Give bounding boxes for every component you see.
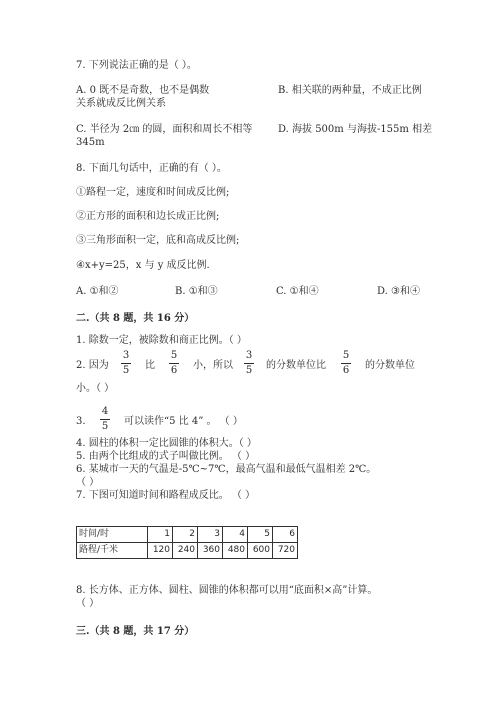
s2-q1: 1. 除数一定，被除数和商正比例。（ ）	[76, 335, 247, 346]
q8-option-b: B. ①和③	[175, 286, 218, 297]
table-cell: 2	[173, 527, 198, 543]
q7-stem: 7. 下列说法正确的是（ ）。	[76, 60, 197, 71]
fraction-4-5: 4 5	[101, 406, 109, 432]
q8-option-c: C. ①和④	[276, 286, 319, 297]
table-cell: 3	[198, 527, 223, 543]
fraction-3-5-a: 3 5	[122, 350, 130, 376]
s2-q2-part-c: 小，所以	[193, 360, 233, 371]
table-cell: 5	[248, 527, 273, 543]
table-cell: 6	[273, 527, 298, 543]
q7-option-a: A. 0 既不是奇数，也不是偶数	[76, 85, 210, 96]
table-row	[77, 543, 298, 559]
fraction-3-5-b: 3 5	[245, 350, 253, 376]
q7-option-d: D. 海拔 500m 与海拔-155m 相差	[278, 124, 433, 135]
s2-q2-part-f: 小。（ ）	[76, 383, 115, 394]
s2-q8: 8. 长方体、正方体、圆柱、圆锥的体积都可以用“底面积×高”计算。	[76, 585, 378, 596]
q7-option-c: C. 半径为 2㎝ 的圆，面积和周长不相等	[76, 124, 253, 135]
s2-q2-part-b: 比	[145, 360, 155, 371]
table-row	[77, 527, 298, 543]
fraction-5-6-b: 5 6	[342, 350, 350, 376]
table-cell: 4	[223, 527, 248, 543]
table-cell: 1	[148, 527, 173, 543]
q8-option-d: D. ③和④	[377, 286, 420, 297]
q8-statement-1: ①路程一定，速度和时间成反比例;	[76, 187, 230, 198]
section-3-title: 三.（共 8 题，共 17 分）	[76, 626, 195, 637]
s2-q6-answer: （ ）	[76, 477, 100, 488]
s2-q2-part-d: 的分数单位比	[266, 360, 326, 371]
q8-option-a: A. ①和②	[76, 286, 119, 297]
q8-stem: 8. 下面几句话中，正确的有（ ）。	[76, 163, 227, 174]
q7-option-b-cont: 关系就成反比例关系	[76, 98, 166, 109]
table-cell: 600	[248, 543, 273, 559]
table-cell: 120	[148, 543, 173, 559]
s2-q7: 7. 下图可知道时间和路程成反比。 （ ）	[76, 490, 256, 501]
table-header-cell: 路程/千米	[77, 543, 148, 559]
s2-q5: 5. 由两个比组成的式子叫做比例。 （ ）	[76, 451, 256, 462]
s2-q4: 4. 圆柱的体积一定比圆锥的体积大。（ ）	[76, 438, 257, 449]
s2-q8-answer: （ ）	[76, 598, 100, 609]
table-header-cell: 时间/时	[77, 527, 148, 543]
s2-q3-text: 可以读作“5 比 4” 。 （ ）	[124, 416, 243, 427]
table-cell: 240	[173, 543, 198, 559]
q7-option-b: B. 相关联的两种量，不成正比例	[278, 85, 422, 96]
s2-q3-number: 3.	[76, 416, 86, 427]
q7-option-d-cont: 345m	[76, 137, 105, 148]
q8-statement-2: ②正方形的面积和边长成正比例;	[76, 211, 220, 222]
fraction-5-6-a: 5 6	[170, 350, 178, 376]
s2-q2-part-a: 2. 因为	[76, 360, 109, 371]
s2-q2-part-e: 的分数单位	[365, 360, 415, 371]
q8-statement-3: ③三角形面积一定，底和高成反比例;	[76, 235, 240, 246]
table-cell: 480	[223, 543, 248, 559]
table-cell: 360	[198, 543, 223, 559]
table-cell: 720	[273, 543, 298, 559]
s2-q6: 6. 某城市一天的气温是-5℃~7℃，最高气温和最低气温相差 2℃。	[76, 464, 377, 475]
time-distance-table	[76, 526, 298, 559]
q8-statement-4: ④x+y=25，x 与 y 成反比例.	[76, 260, 210, 271]
section-2-title: 二.（共 8 题，共 16 分）	[76, 313, 195, 324]
